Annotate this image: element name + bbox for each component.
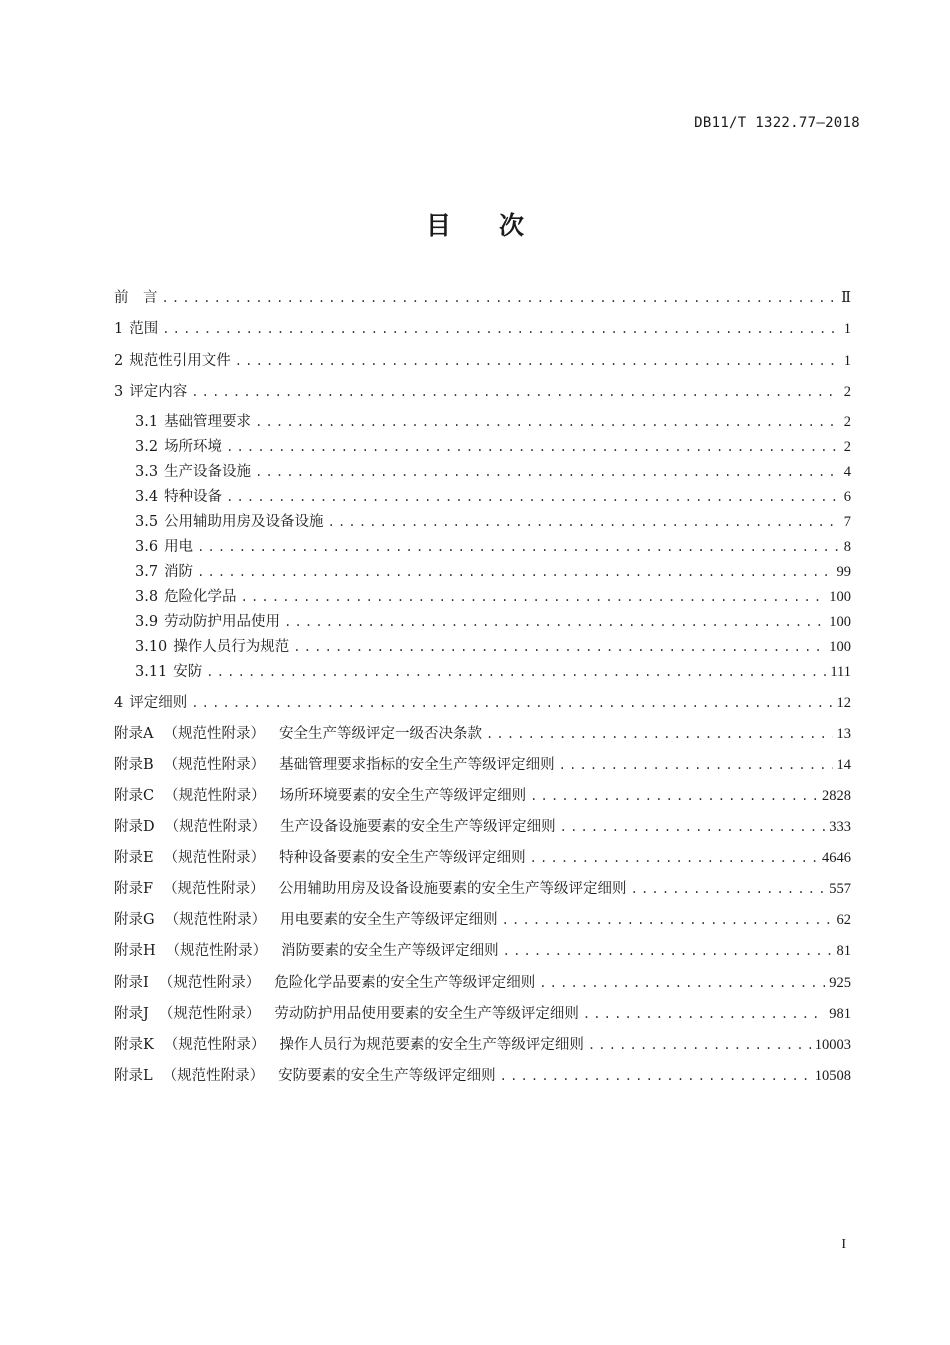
entry-page: 100 <box>829 614 851 630</box>
appendix-type: （规范性附录） <box>163 726 265 742</box>
entry-label <box>135 436 222 458</box>
entry-text: 安全生产等级评定一级否决条款 <box>278 726 482 742</box>
dot-leader <box>226 436 840 458</box>
entry-page: 1 <box>843 353 851 369</box>
toc-entry-appendix-f[interactable] <box>114 878 851 900</box>
entry-number: 3.9 <box>135 614 159 630</box>
entry-number: 3.3 <box>135 464 159 480</box>
entry-number: 3.4 <box>135 489 159 505</box>
appendix-number: 附录K <box>114 1037 154 1053</box>
entry-text: 特种设备要素的安全生产等级评定细则 <box>279 850 526 866</box>
entry-page: 10508 <box>814 1068 851 1084</box>
dot-leader <box>559 754 833 776</box>
appendix-type: （规范性附录） <box>163 881 265 897</box>
entry-text: 操作人员行为规范 <box>173 639 290 655</box>
toc-entry-2[interactable] <box>114 350 851 372</box>
entry-label <box>114 972 535 994</box>
toc-entry-appendix-h[interactable] <box>114 940 851 962</box>
entry-label <box>135 461 251 483</box>
dot-leader <box>503 940 833 962</box>
entry-label <box>135 661 202 683</box>
appendix-number: 附录E <box>114 850 154 866</box>
entry-text: 劳动防护用品使用要素的安全生产等级评定细则 <box>274 1006 579 1022</box>
entry-text: 危险化学品 <box>164 589 237 605</box>
entry-page: 2828 <box>822 788 851 804</box>
toc-entry-3-3[interactable] <box>135 461 851 483</box>
appendix-number: 附录D <box>114 819 155 835</box>
entry-page: 81 <box>836 943 851 959</box>
entry-label <box>135 411 251 433</box>
dot-leader <box>255 461 840 483</box>
toc-entry-appendix-e[interactable] <box>114 847 851 869</box>
appendix-number: 附录G <box>114 912 155 928</box>
entry-page: 557 <box>829 881 851 897</box>
dot-leader <box>241 586 826 608</box>
entry-label <box>135 636 289 658</box>
entry-label <box>114 1003 579 1025</box>
dot-leader <box>162 287 838 309</box>
entry-text: 基础管理要求 <box>164 414 252 430</box>
entry-label <box>114 350 231 372</box>
entry-page: 10003 <box>814 1037 851 1053</box>
entry-page: 13 <box>836 726 851 742</box>
entry-text: 基础管理要求指标的安全生产等级评定细则 <box>279 757 555 773</box>
dot-leader <box>500 1065 811 1087</box>
entry-text: 安防要素的安全生产等级评定细则 <box>278 1068 496 1084</box>
appendix-number: 附录H <box>114 943 156 959</box>
entry-page: 925 <box>829 975 851 991</box>
dot-leader <box>502 909 833 931</box>
toc-entry-3-1[interactable] <box>135 411 851 433</box>
entry-page: 62 <box>836 912 851 928</box>
dot-leader <box>191 692 832 714</box>
toc-entry-preface[interactable] <box>114 287 851 309</box>
entry-label <box>114 381 187 403</box>
toc-title-char-1: 目 <box>425 211 451 240</box>
dot-leader <box>284 611 825 633</box>
toc-entry-appendix-a[interactable] <box>114 723 851 745</box>
dot-leader <box>583 1003 825 1025</box>
entry-label <box>114 940 499 962</box>
appendix-number: 附录J <box>114 1006 149 1022</box>
entry-label <box>135 586 237 608</box>
appendix-number: 附录C <box>114 788 155 804</box>
entry-text: 消防 <box>164 564 194 580</box>
entry-page: 111 <box>830 664 851 680</box>
entry-text: 范围 <box>129 321 159 337</box>
entry-label <box>114 1065 496 1087</box>
entry-label <box>114 692 187 714</box>
dot-leader <box>255 411 840 433</box>
dot-leader <box>162 318 840 340</box>
entry-text: 规范性引用文件 <box>129 353 231 369</box>
toc-entry-3-8[interactable] <box>135 586 851 608</box>
toc-entry-3-6[interactable] <box>135 536 851 558</box>
appendix-type: （规范性附录） <box>164 819 267 835</box>
toc-entry-3-5[interactable] <box>135 511 851 533</box>
entry-label <box>135 561 193 583</box>
dot-leader <box>226 486 840 508</box>
entry-page: 6 <box>843 489 851 505</box>
entry-page: 100 <box>829 639 851 655</box>
dot-leader <box>539 972 825 994</box>
entry-page: Ⅱ <box>841 290 851 306</box>
dot-leader <box>328 511 840 533</box>
dot-leader <box>197 561 832 583</box>
entry-page: 100 <box>829 589 851 605</box>
dot-leader <box>235 350 840 372</box>
doc-code: DB11/T 1322.77—2018 <box>694 115 860 131</box>
dot-leader <box>631 878 826 900</box>
dot-leader <box>197 536 840 558</box>
appendix-type: （规范性附录） <box>158 975 261 991</box>
entry-number: 3.5 <box>135 514 159 530</box>
entry-page: 7 <box>843 514 851 530</box>
entry-page: 4 <box>843 464 851 480</box>
entry-label <box>114 318 158 340</box>
entry-label <box>114 754 555 776</box>
toc-entry-appendix-i[interactable] <box>114 972 851 994</box>
dot-leader <box>191 381 840 403</box>
entry-text: 用电要素的安全生产等级评定细则 <box>280 912 498 928</box>
toc-entry-appendix-b[interactable] <box>114 754 851 776</box>
toc-entry-appendix-g[interactable] <box>114 909 851 931</box>
entry-text: 用电 <box>164 539 194 555</box>
appendix-type: （规范性附录） <box>163 1037 266 1053</box>
appendix-number: 附录L <box>114 1068 153 1084</box>
toc-entry-appendix-k[interactable] <box>114 1034 851 1056</box>
appendix-number: 附录I <box>114 975 149 991</box>
entry-text: 公用辅助用房及设备设施要素的安全生产等级评定细则 <box>278 881 627 897</box>
entry-label <box>114 847 526 869</box>
toc-title-char-2: 次 <box>499 211 525 240</box>
entry-page: 14 <box>836 757 851 773</box>
entry-text: 安防 <box>173 664 203 680</box>
dot-leader <box>486 723 833 745</box>
toc-entry-3-7[interactable] <box>135 561 851 583</box>
entry-label <box>114 878 627 900</box>
entry-text: 生产设备设施要素的安全生产等级评定细则 <box>280 819 556 835</box>
entry-text: 劳动防护用品使用 <box>164 614 281 630</box>
entry-label <box>135 611 280 633</box>
entry-text: 操作人员行为规范要素的安全生产等级评定细则 <box>279 1037 584 1053</box>
entry-page: 12 <box>836 695 851 711</box>
appendix-type: （规范性附录） <box>164 788 266 804</box>
entry-page: 4646 <box>822 850 851 866</box>
appendix-number: 附录F <box>114 881 154 897</box>
entry-label <box>114 909 498 931</box>
entry-text: 生产设备设施 <box>164 464 252 480</box>
appendix-type: （规范性附录） <box>158 1006 261 1022</box>
entry-label <box>135 511 324 533</box>
entry-text: 评定内容 <box>129 384 188 400</box>
appendix-type: （规范性附录） <box>163 757 266 773</box>
toc-entry-appendix-d[interactable] <box>114 816 851 838</box>
entry-text: 特种设备 <box>164 489 223 505</box>
entry-number: 4 <box>114 695 124 711</box>
entry-page: 2 <box>843 439 851 455</box>
entry-number: 3.8 <box>135 589 159 605</box>
entry-text: 公用辅助用房及设备设施 <box>164 514 324 530</box>
entry-number: 3.6 <box>135 539 159 555</box>
entry-label <box>135 486 222 508</box>
dot-leader <box>588 1034 811 1056</box>
dot-leader <box>293 636 825 658</box>
entry-text: 场所环境要素的安全生产等级评定细则 <box>279 788 527 804</box>
toc-entry-3-10[interactable] <box>135 636 851 658</box>
entry-label <box>114 723 482 745</box>
entry-number: 3.7 <box>135 564 159 580</box>
entry-page: 2 <box>843 384 851 400</box>
appendix-type: （规范性附录） <box>162 1068 265 1084</box>
entry-page: 981 <box>829 1006 851 1022</box>
dot-leader <box>530 847 818 869</box>
entry-label <box>114 785 526 807</box>
toc-entry-3-9[interactable] <box>135 611 851 633</box>
appendix-type: （规范性附录） <box>164 912 267 928</box>
entry-label <box>114 1034 584 1056</box>
dot-leader <box>530 785 818 807</box>
toc-entry-3-11[interactable] <box>135 661 851 683</box>
entry-text: 评定细则 <box>129 695 188 711</box>
entry-page: 2 <box>843 414 851 430</box>
entry-text: 消防要素的安全生产等级评定细则 <box>281 943 499 959</box>
dot-leader <box>560 816 826 838</box>
toc-entry-3-4[interactable] <box>135 486 851 508</box>
entry-number: 2 <box>114 353 124 369</box>
entry-number: 3.10 <box>135 639 168 655</box>
toc-entry-3[interactable] <box>114 381 851 403</box>
entry-number: 3.11 <box>135 664 168 680</box>
entry-text: 场所环境 <box>164 439 223 455</box>
entry-page: 8 <box>843 539 851 555</box>
entry-label: 前 言 <box>114 290 158 306</box>
entry-page: 333 <box>829 819 851 835</box>
entry-number: 3.1 <box>135 414 159 430</box>
entry-number: 3 <box>114 384 124 400</box>
entry-page: 99 <box>836 564 851 580</box>
toc-entry-1[interactable] <box>114 318 851 340</box>
toc-entry-appendix-c[interactable] <box>114 785 851 807</box>
entry-page: 1 <box>843 321 851 337</box>
entry-number: 3.2 <box>135 439 159 455</box>
appendix-type: （规范性附录） <box>163 850 266 866</box>
toc-entry-appendix-l[interactable] <box>114 1065 851 1087</box>
dot-leader <box>206 661 826 683</box>
entry-label <box>114 816 556 838</box>
toc-entry-4[interactable] <box>114 692 851 714</box>
entry-number: 1 <box>114 321 124 337</box>
toc-entry-3-2[interactable] <box>135 436 851 458</box>
entry-text: 危险化学品要素的安全生产等级评定细则 <box>274 975 536 991</box>
appendix-number: 附录A <box>114 726 154 742</box>
page-number: I <box>841 1237 846 1252</box>
appendix-type: （规范性附录） <box>165 943 268 959</box>
appendix-number: 附录B <box>114 757 154 773</box>
toc-entry-appendix-j[interactable] <box>114 1003 851 1025</box>
entry-label <box>135 536 193 558</box>
